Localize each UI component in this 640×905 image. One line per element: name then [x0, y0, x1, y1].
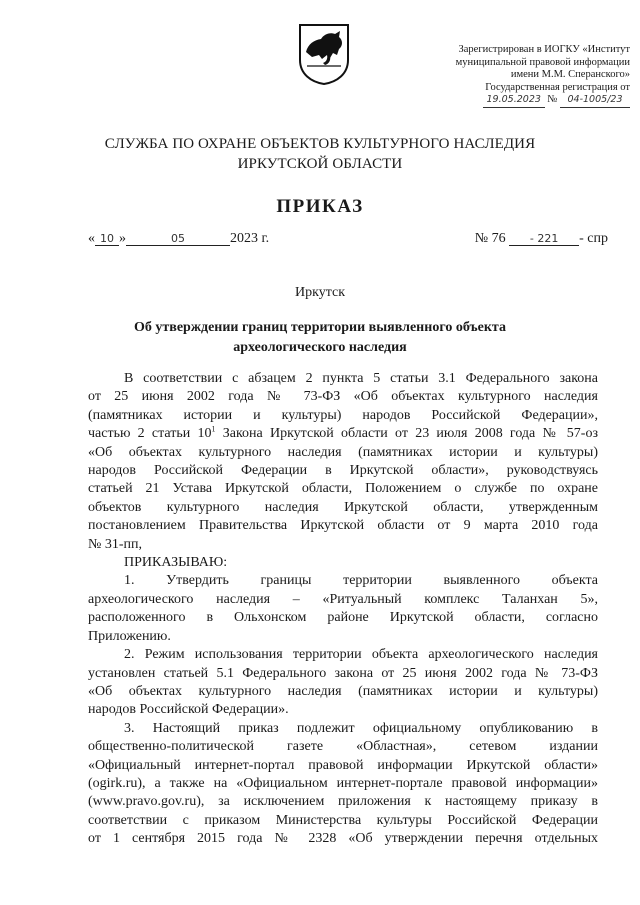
item-1-line: 1. Утвердить границы территории выявленного объекта [124, 573, 598, 589]
order-word: ПРИКАЗЫВАЮ: [124, 555, 228, 571]
order-number [475, 231, 608, 247]
item-1-line: Приложению. [88, 628, 171, 644]
body-line: В соответствии с абзацем 2 пункта 5 статьи 3.1 Федерального закона [124, 371, 598, 386]
coat-of-arms-icon [297, 22, 351, 86]
registration-line-2: муниципальной правовой информации [455, 56, 630, 68]
registration-stamp [400, 44, 630, 108]
city-name: Иркутск [294, 285, 346, 300]
body-line: постановлением Правительства Иркутской области от 9 марта 2010 года [88, 518, 598, 534]
body-line: объектов культурного наследия Иркутской области, утвержденным [88, 499, 598, 515]
body-line: статьей 21 Устава Иркутской области, Положением о службе по охране [88, 481, 598, 497]
agency-name-line-1: СЛУЖБА ПО ОХРАНЕ ОБЪЕКТОВ КУЛЬТУРНОГО НАСЛЕДИЯ [104, 136, 536, 152]
date-close-quote: » [119, 231, 126, 246]
registration-line-3: имени М.М. Сперанского» [510, 69, 630, 81]
body-line: «Об объектах культурного наследия (памятниках истории и культуры) [88, 444, 598, 460]
registration-line-4: Государственная регистрация от [485, 81, 630, 93]
body-line: народов Российской Федерации в Иркутской области», руководствуясь [88, 463, 598, 479]
number-handwritten: - 221 [509, 232, 579, 246]
item-2-line: народов Российской Федерации». [88, 702, 289, 718]
item-2-line: установлен статьей 5.1 Федерального закона от 25 июня 2002 года № 73-ФЗ [88, 665, 598, 681]
registration-handwritten-line [400, 94, 630, 108]
agency-name-line-2: ИРКУТСКОЙ ОБЛАСТИ [237, 156, 403, 172]
body-line: от 25 июня 2002 года № 73-ФЗ «Об объектах культурного наследия [88, 389, 598, 405]
number-prefix: № 76 [474, 231, 506, 246]
registration-line-1: Зарегистрирован в ИОГКУ «Институт [458, 44, 630, 55]
item-3-line: от 1 сентября 2015 года № 2328 «Об утверждении перечня отдельных [88, 831, 598, 847]
number-suffix: - спр [579, 231, 608, 246]
item-3-line: 3. Настоящий приказ подлежит официальному опубликованию в [124, 720, 598, 736]
item-3-line: «Официальный интернет-портал правовой информации Иркутской области» [88, 757, 598, 773]
item-1-line: археологического наследия – «Ритуальный комплекс Таланхан 5», [88, 591, 598, 607]
body-line: (памятниках истории и культуры) народов Российской Федерации», [88, 407, 598, 423]
item-2-line: 2. Режим использования территории объекта археологического наследия [124, 647, 598, 663]
registration-date: 19.05.2023 [483, 94, 545, 108]
subject-line-1: Об утверждении границ территории выявленного объекта [134, 320, 506, 335]
item-3-line: (ogirk.ru), а также на «Официальном интернет-портале правовой информации» [88, 775, 598, 791]
registration-number: 04-1005/23 [560, 94, 630, 108]
date-number-line [88, 231, 608, 251]
item-3-line: (www.pravo.gov.ru), за исключением приложения к настоящему приказу в [88, 794, 598, 810]
date-year: 2023 г. [230, 231, 270, 246]
item-1-line: расположенного в Ольхонском районе Иркутской области, согласно [88, 610, 598, 626]
date-open-quote: « [88, 231, 95, 246]
subject-line-2: археологического наследия [233, 340, 407, 355]
item-3-line: соответствии с приказом Министерства культуры Российской Федерации [88, 812, 598, 828]
order-body [88, 370, 598, 849]
order-subject [120, 318, 520, 358]
body-line: частью 2 статьи $10^1$ Закона Иркутской области от 23 июля 2008 года № 57-оз [88, 424, 598, 442]
item-3-line: общественно-политической газете «Областная», сетевом издании [88, 739, 598, 755]
item-2-line: «Об объектах культурного наследия (памятниках истории и культуры) [88, 683, 598, 699]
document-type-title: ПРИКАЗ [276, 196, 364, 217]
body-line: № 31-пп, [88, 536, 143, 552]
date-month: 05 [126, 232, 230, 246]
date-day: 10 [95, 232, 119, 246]
agency-name [60, 134, 580, 174]
registration-number-label: № [547, 94, 558, 106]
order-date [88, 231, 269, 247]
